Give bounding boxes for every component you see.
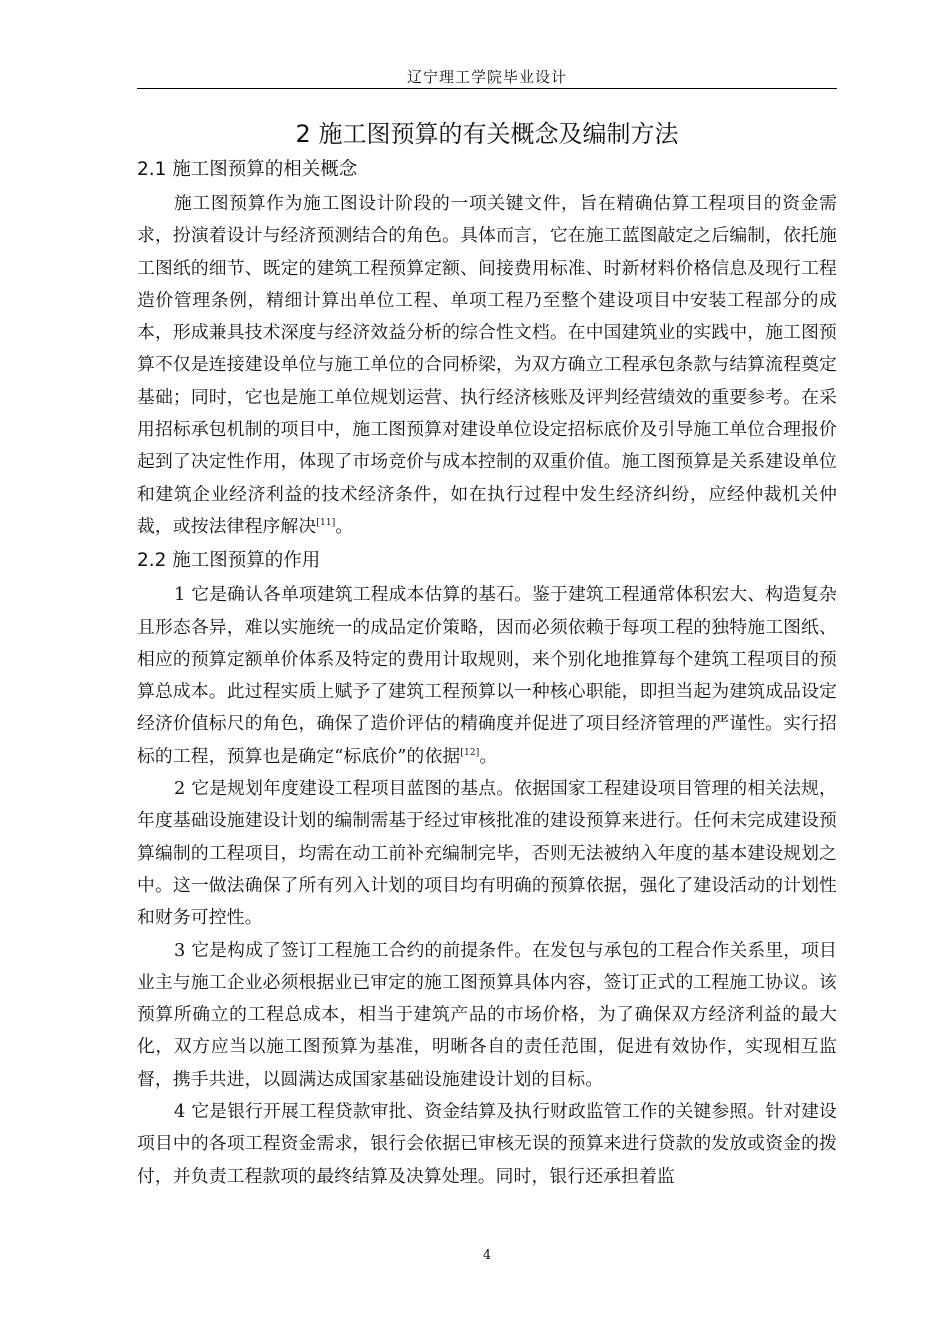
page-number: 4 xyxy=(482,1248,492,1263)
section-heading: 2.1 施工图预算的相关概念 xyxy=(137,159,358,180)
paragraph-text: 2 它是规划年度建设工程项目蓝图的基点。依据国家工程建设项目管理的相关法规，年度基础设施建设计划的编制需基于经过审核批准的建设预算来进行。任何未完成建设预算编制的工程项目，均需在动工前补充编制完毕，否则无法被纳入年度的基本建设规划之中。这一做法确保了所有列入计划的项目均有明确的预算依据，强化了建设活动的计划性和财务可控性。 xyxy=(137,778,837,929)
header-divider xyxy=(137,88,837,89)
paragraph xyxy=(137,188,837,543)
body-content xyxy=(137,152,837,1193)
paragraph xyxy=(137,935,837,1096)
paragraph-text: 4 它是银行开展工程贷款审批、资金结算及执行财政监管工作的关键参照。针对建设项目中的各项工程资金需求，银行会依据已审核无误的预算来进行贷款的发放或资金的拨付，并负责工程款项的最终结算及决算处理。同时，银行还承担着监 xyxy=(137,1101,837,1187)
citation-marker: [11] xyxy=(316,517,336,528)
paragraph xyxy=(137,773,837,934)
paragraph-tail: 。 xyxy=(335,515,354,537)
citation-marker: [12] xyxy=(460,747,480,758)
paragraph-tail: 。 xyxy=(479,745,498,767)
paragraph-text: 3 它是构成了签订工程施工合约的前提条件。在发包与承包的工程合作关系里，项目业主与施工企业必须根据业已审定的施工图预算具体内容，签订正式的工程施工协议。该预算所确立的工程总成本，相当于建筑产品的市场价格，为了确保双方经济利益的最大化，双方应当以施工图预算为基准，明晰各自的责任范围，促进有效协作，实现相互监督，携手共进，以圆满达成国家基础设施建设计划的目标。 xyxy=(137,939,837,1090)
paragraph-text: 施工图预算作为施工图设计阶段的一项关键文件，旨在精确估算工程项目的资金需求，扮演着设计与经济预测结合的角色。具体而言，它在施工蓝图敲定之后编制，依托施工图纸的细节、既定的建筑工程预算定额、间接费用标准、时新材料价格信息及现行工程造价管理条例，精细计算出单位工程、单项工程乃至整个建设项目中安装工程部分的成本，形成兼具技术深度与经济效益分析的综合性文档。在中国建筑业的实践中，施工图预算不仅是连接建设单位与施工单位的合同桥梁，为双方确立工程承包条款与结算流程奠定基础；同时，它也是施工单位规划运营、执行经济核账及评判经营绩效的重要参考。在采用招标承包机制的项目中，施工图预算对建设单位设定招标底价及引导施工单位合理报价起到了决定性作用，体现了市场竞价与成本控制的双重价值。施工图预算是关系建设单位和建筑企业经济利益的技术经济条件，如在执行过程中发生经济纠纷，应经仲裁机关仲裁，或按法律程序解决 xyxy=(137,193,837,537)
paragraph xyxy=(137,579,837,773)
chapter-title: 2 施工图预算的有关概念及编制方法 xyxy=(295,120,679,148)
paragraph-text: 1 它是确认各单项建筑工程成本估算的基石。鉴于建筑工程通常体积宏大、构造复杂且形态各异，难以实施统一的成品定价策略，因而必须依赖于每项工程的独特施工图纸、相应的预算定额单价体系及特定的费用计取规则，来个别化地推算每个建筑工程项目的预算总成本。此过程实质上赋予了建筑工程预算以一种核心职能，即担当起为建筑成品设定经济价值标尺的角色，确保了造价评估的精确度并促进了项目经济管理的严谨性。实行招标的工程，预算也是确定“标底价”的依据 xyxy=(137,584,837,767)
section-heading: 2.2 施工图预算的作用 xyxy=(137,550,321,572)
paragraph xyxy=(137,1096,837,1193)
running-header: 辽宁理工学院毕业设计 xyxy=(406,68,567,86)
